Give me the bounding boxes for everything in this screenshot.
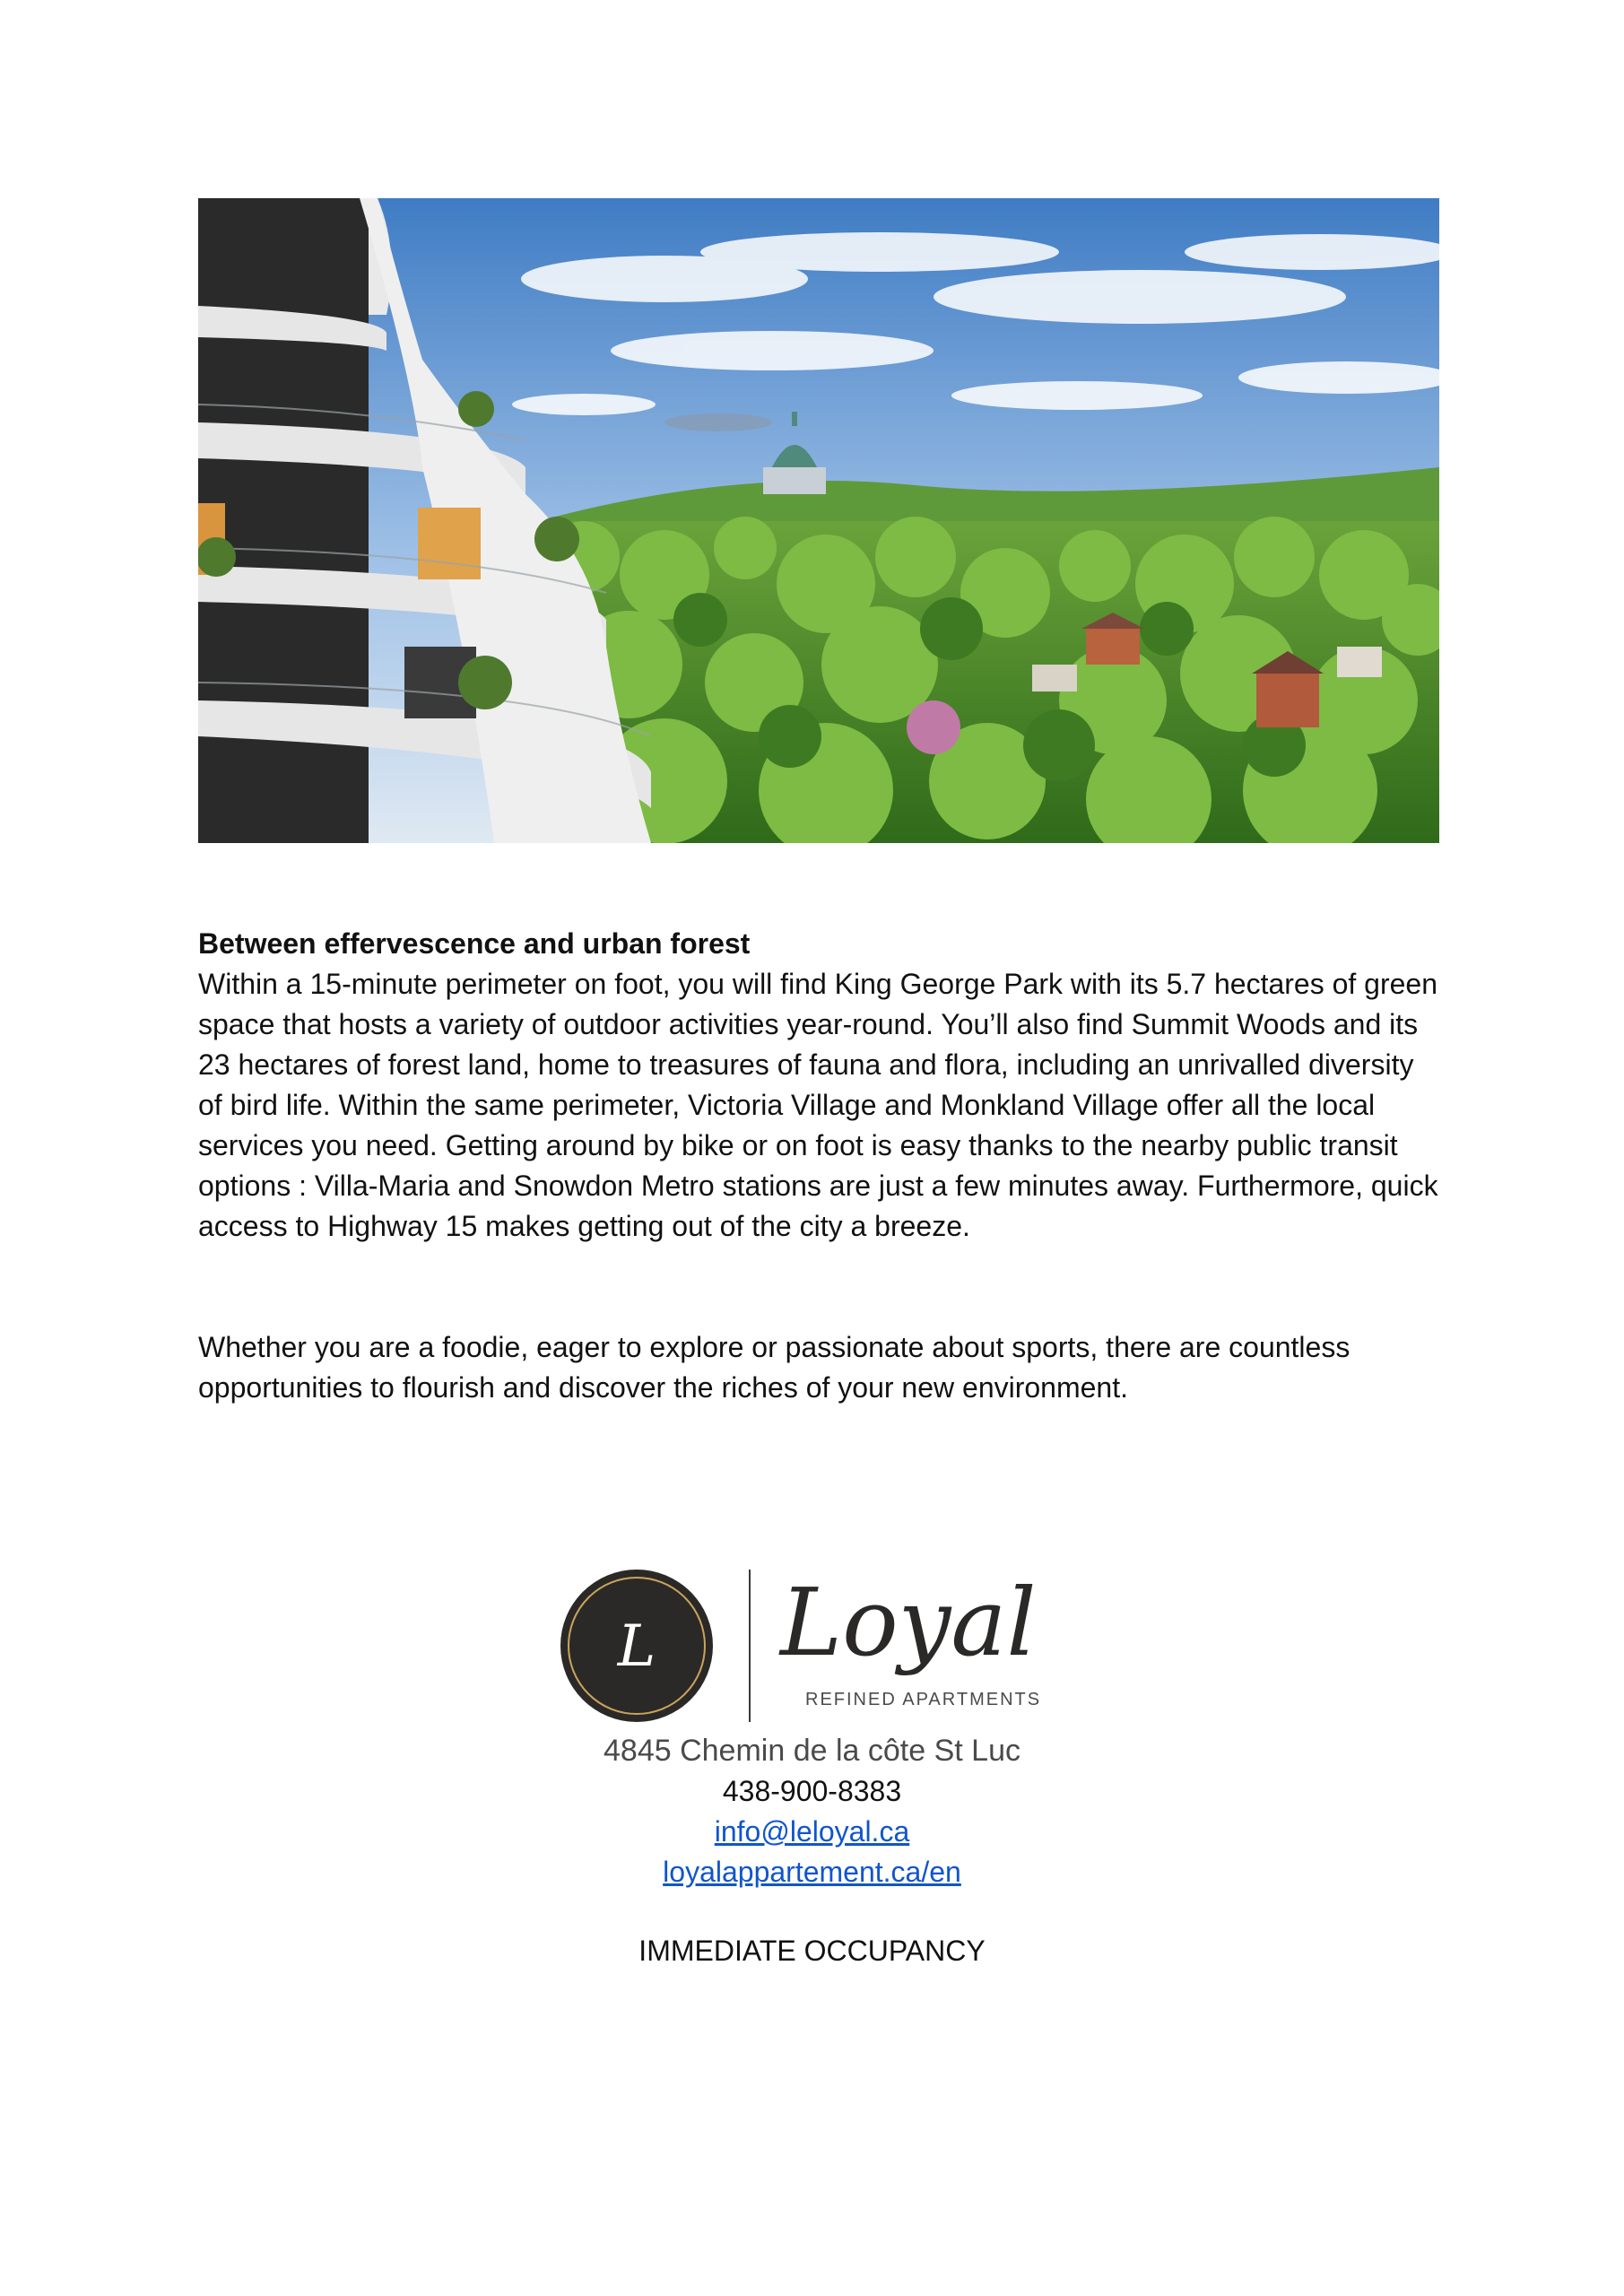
logo-monogram: L [617,1613,656,1680]
contact-block [0,1731,1624,1892]
article-body [198,924,1439,1408]
loyal-logo [556,1556,1094,1735]
email-link[interactable]: info@leloyal.ca [714,1815,910,1848]
address: 4845 Chemin de la côte St Luc [604,1734,1020,1768]
article-paragraph: Whether you are a foodie, eager to explore or passionate about sports, there are countless opportunities to flourish and discover the riches of your new environment. [198,1331,1350,1404]
hero-photo [198,198,1439,843]
logo-graphic [556,1556,1094,1735]
website-link[interactable]: loyalappartement.ca/en [663,1856,961,1888]
logo-wordmark: Loyal [780,1568,1037,1677]
occupancy-notice: IMMEDIATE OCCUPANCY [638,1935,986,1967]
logo-tagline: REFINED APARTMENTS [805,1690,1042,1709]
article-heading: Between effervescence and urban forest [198,927,751,960]
phone: 438-900-8383 [722,1775,902,1807]
article-paragraph: Within a 15-minute perimeter on foot, you will find King George Park with its 5.7 hectares of green space that hosts a variety of outdoor activities year-round. You’ll also find Summit Woods and its 23 hectares of forest land, home to treasures of fauna and flora, including an unrivalled diversity of bird life. Within the same perimeter, Victoria Village and Monkland Village offer all the local services you need. Getting around by bike or on foot is easy thanks to the nearby public transit options : Villa-Maria and Snowdon Metro stations are just a few minutes away. Furthermore, quick access to Highway 15 makes getting out of the city a breeze. [198,968,1438,1242]
